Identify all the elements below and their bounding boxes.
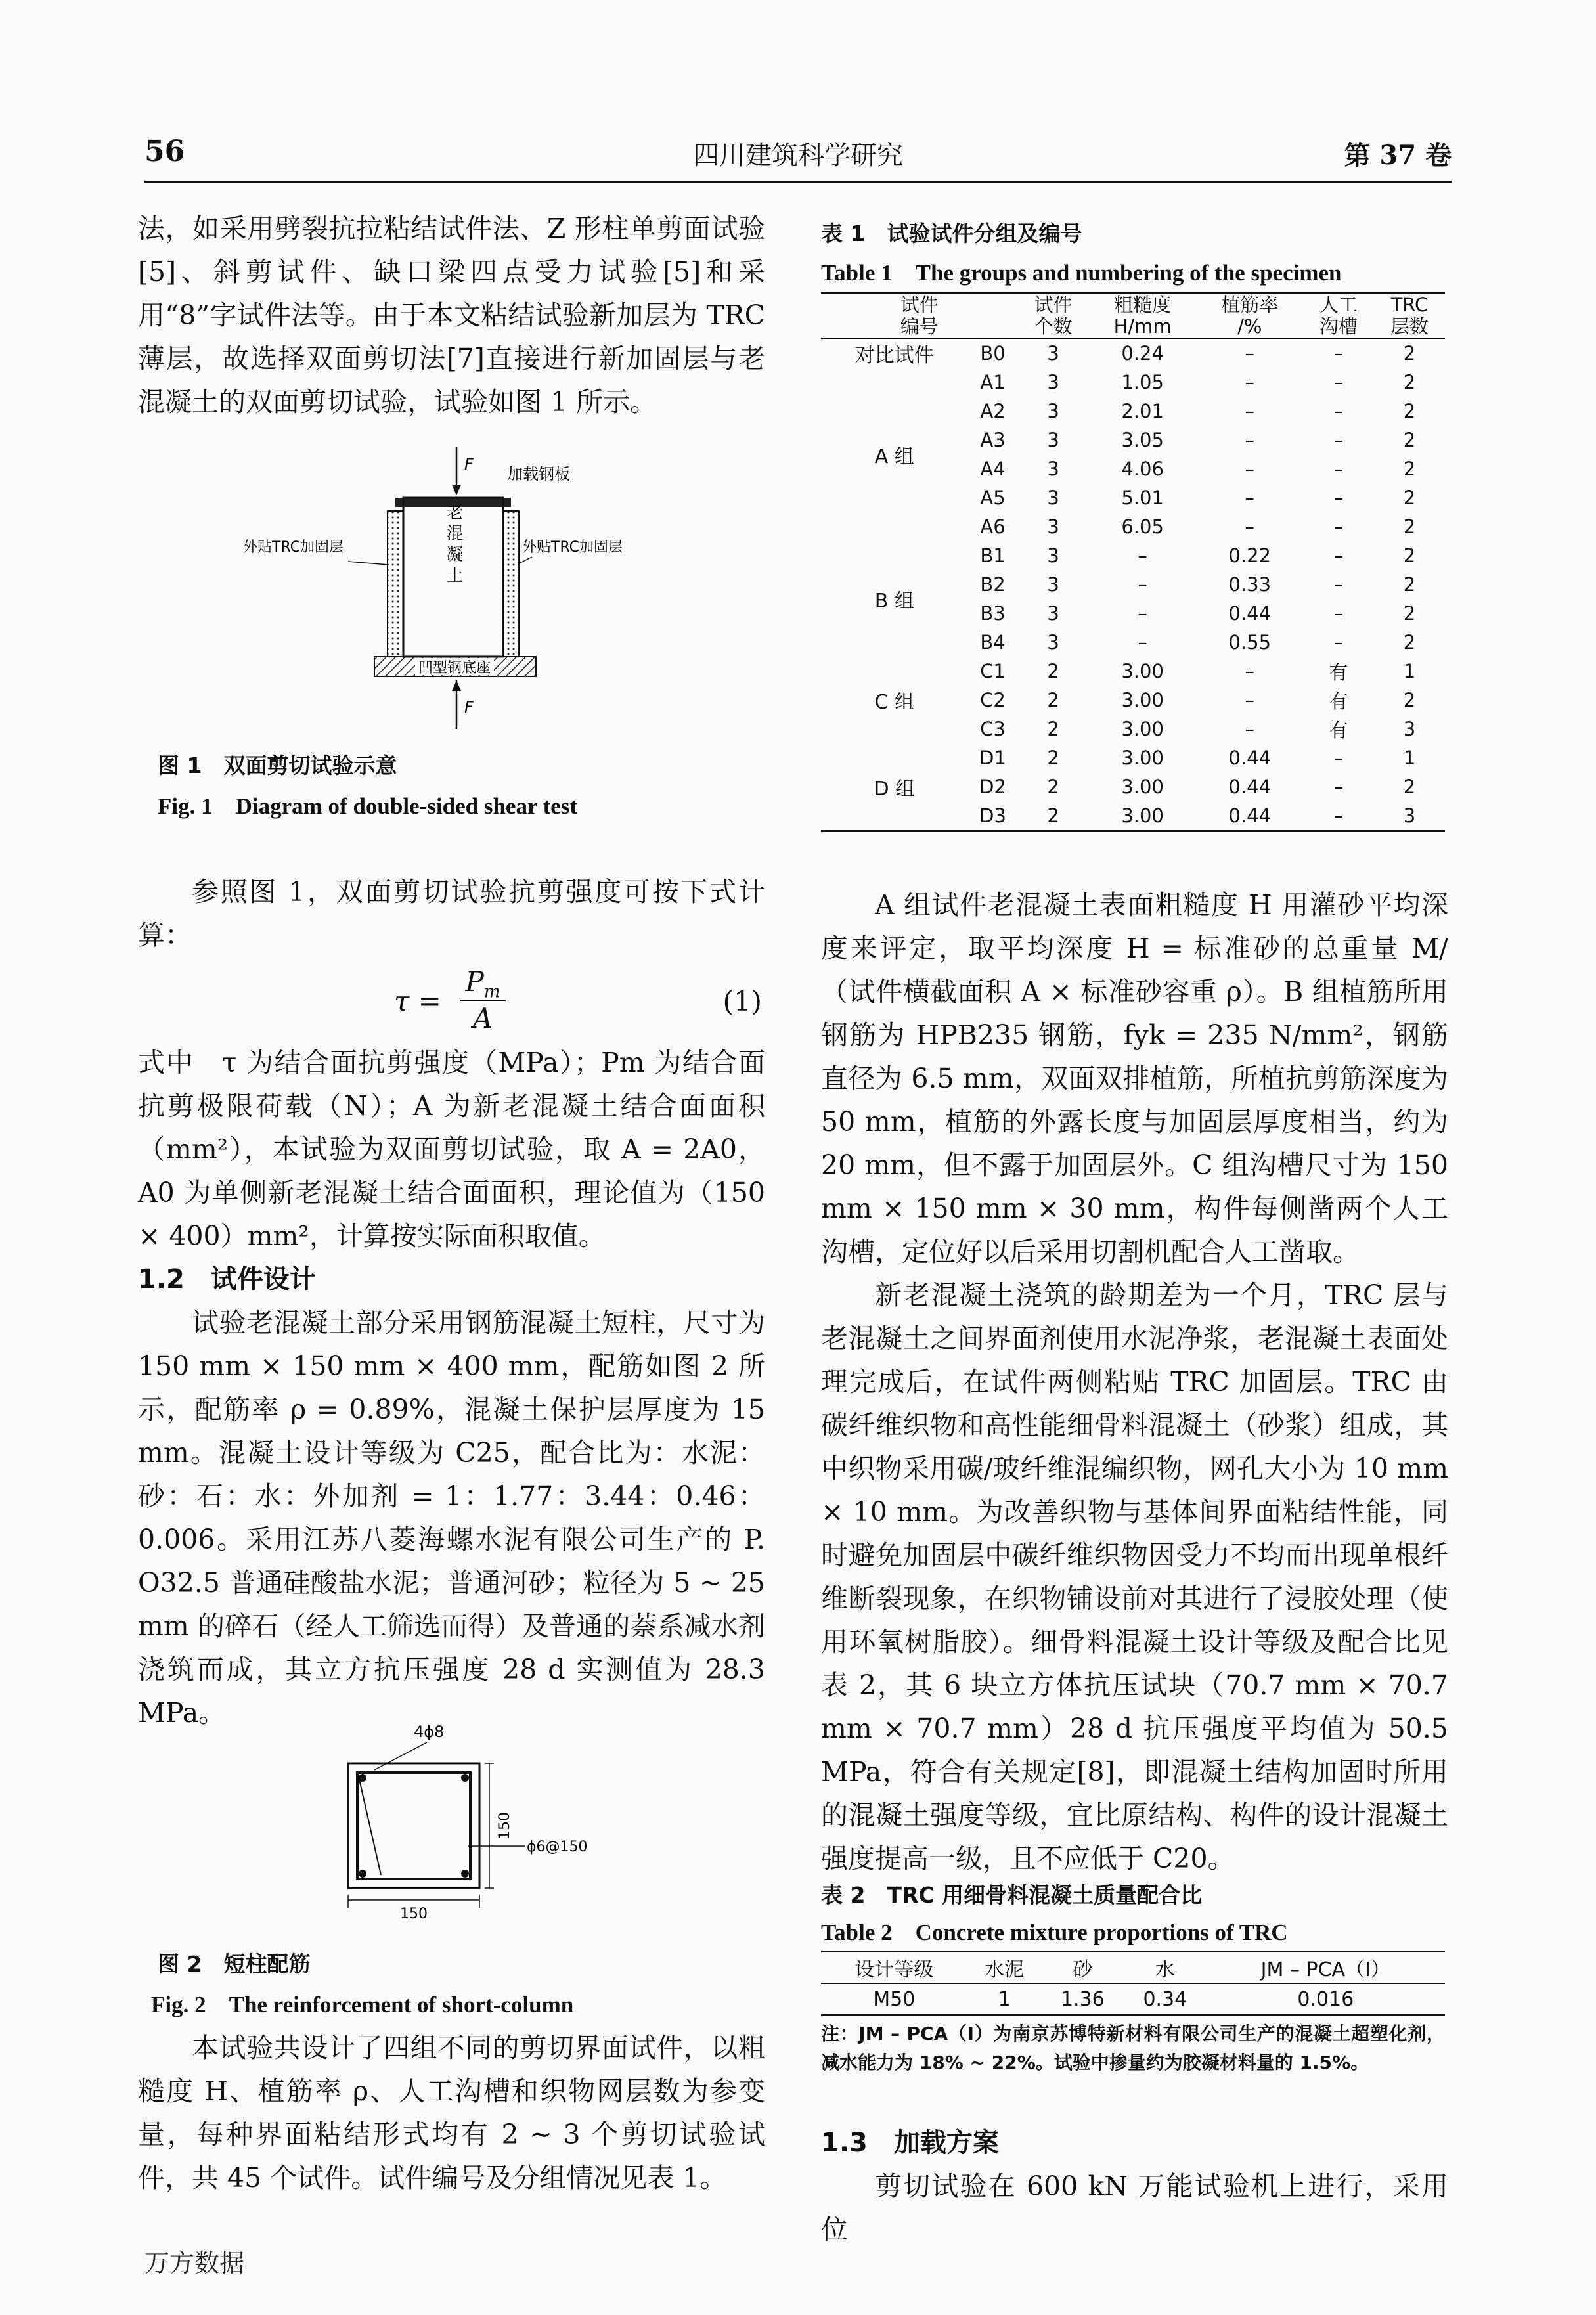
table-1-header: 试件 编号	[900, 294, 939, 338]
table-1-cell-layers: 2	[1403, 544, 1416, 567]
journal-title: 四川建筑科学研究	[693, 141, 903, 171]
table-1-cell-rate: 0.33	[1228, 573, 1272, 596]
table-2-header-row	[821, 1952, 1445, 1984]
table-1-cell-groove: –	[1333, 342, 1344, 364]
table-2-header: 设计等级	[854, 1958, 934, 1981]
table-2-cell: 0.34	[1143, 1987, 1187, 2011]
table-1-cell-groove: –	[1333, 602, 1344, 625]
table-1-cell-groove: 有	[1329, 661, 1348, 684]
table-1-cell-count: 3	[1047, 516, 1059, 538]
paragraph-trc: 新老混凝土浇筑的龄期差为一个月，TRC 层与老混凝土之间界面剂使用水泥净浆，老混凝土表面处理完成后，在试件两侧粘贴 TRC 加固层。TRC 由碳纤维织物和高性能细骨料混凝土（砂浆）组成，其中织物采用碳/玻纤维混编织物，网孔大小为 10 mm × 10 mm。为改善织物与基体间界面粘结性能，同时避免加固层中碳纤维织物因受力不均而出现单根纤维断裂现象，在织物铺设前对其进行了浸胶处理（使用环氧树脂胶）。细骨料混凝土设计等级及配合比见表 2，其 6 块立方体抗压试块（70.7 mm × 70.7 mm × 70.7 mm）28 d 抗压强度平均值为 50.5 MPa，符合有关规定[8]，即混凝土结构加固时所用的混凝土强度等级，宜比原结构、构件的设计混凝土强度提高一级，且不应低于 C20。	[821, 1279, 1448, 1874]
table-row	[821, 743, 1445, 772]
table-2-caption-cn: 表 2 TRC 用细骨料混凝土质量配合比	[821, 1882, 1203, 1908]
table-1-cell-rough: 3.00	[1121, 776, 1164, 798]
table-1-cell-rate: –	[1245, 516, 1254, 538]
table-1-cell-rate: –	[1245, 458, 1254, 480]
table-1-cell-id: B1	[980, 544, 1006, 567]
equation-denominator: A	[472, 1002, 493, 1034]
table-1-cell-groove: –	[1333, 747, 1344, 769]
stirrup	[357, 1773, 470, 1879]
table-1-cell-layers: 2	[1403, 400, 1416, 422]
table-2-note: 注：JM – PCA（Ⅰ）为南京苏博特新材料有限公司生产的混凝土超塑化剂，减水能力为 18% ~ 22%。试验中掺量约为胶凝材料量的 1.5%。	[821, 2023, 1445, 2073]
table-1-cell-rate: –	[1245, 660, 1254, 682]
table-1-cell-count: 3	[1047, 429, 1059, 451]
table-2-caption-en: Table 2 Concrete mixture proportions of TRC	[821, 1920, 1288, 1945]
figure-2-diagram	[315, 1717, 591, 1934]
table-1-cell-layers: 2	[1403, 371, 1416, 393]
table-1-cell-count: 2	[1047, 805, 1059, 827]
table-1-cell-layers: 2	[1403, 631, 1416, 653]
table-1-cell-id: A1	[980, 371, 1006, 393]
table-1-cell-groove: –	[1333, 776, 1344, 798]
table-1-cell-count: 2	[1047, 776, 1059, 798]
table-1-cell-groove: –	[1333, 805, 1344, 827]
paragraph-group-a: A 组试件老混凝土表面粗糙度 H 用灌砂平均深度来评定，取平均深度 H = 标准砂的总重量 M/（试件横截面积 A × 标准砂容重 ρ）。B 组植筋所用钢筋为 HPB235 钢筋，fyk = 235 N/mm²，钢筋直径为 6.5 mm，双面双排植筋，所植抗剪筋深度为 50 mm，植筋的外露长度与加固层厚度相当，约为 20 mm，但不露于加固层外。C 组沟槽尺寸为 150 mm × 150 mm × 30 mm，构件每侧凿两个人工沟槽，定位好以后采用切割机配合人工凿取。	[821, 889, 1448, 1268]
equation-lhs: τ =	[394, 985, 441, 1017]
table-1-cell-count: 2	[1047, 689, 1059, 711]
table-1-cell-layers: 1	[1403, 747, 1416, 769]
table-1-header: TRC 层数	[1390, 294, 1429, 338]
table-1-cell-id: B2	[980, 573, 1006, 596]
table-1-cell-layers: 2	[1403, 776, 1416, 798]
table-1-cell-id: C1	[980, 660, 1006, 682]
table-1-cell-rough: 3.00	[1121, 689, 1164, 711]
table-1-group-cell: A 组	[874, 445, 914, 468]
table-1-cell-count: 3	[1047, 342, 1059, 364]
paragraph-intro: 法，如采用劈裂抗拉粘结试件法、Z 形柱单剪面试验[5]、斜剪试件、缺口梁四点受力试验[5]和采用“8”字试件法等。由于本文粘结试验新加层为 TRC 薄层，故选择双面剪切法[7]直接进行新加固层与老混凝土的双面剪切试验，试验如图 1 所示。	[138, 213, 765, 418]
table-1-cell-groove: –	[1333, 544, 1344, 567]
label-stirrup: ϕ6@150	[527, 1839, 588, 1855]
label-old-concrete: 老混凝土	[443, 503, 463, 587]
table-1-cell-count: 2	[1047, 660, 1059, 682]
figure-1-caption-en: Fig. 1 Diagram of double-sided shear test	[158, 793, 578, 819]
table-1-cell-id: A6	[980, 516, 1006, 538]
label-rebar-top: 4ϕ8	[414, 1723, 445, 1741]
table-1-header: 人工 沟槽	[1319, 294, 1358, 338]
table-1-group-cell: D 组	[874, 778, 916, 801]
table-1-cell-rate: –	[1245, 342, 1254, 364]
table-1-caption-cn: 表 1 试验试件分组及编号	[821, 221, 1082, 246]
table-1-cell-layers: 2	[1403, 458, 1416, 480]
table-1-cell-id: D1	[979, 747, 1006, 769]
label-trc-left: 外贴TRC加固层	[243, 539, 344, 556]
paragraph-loading: 剪切试验在 600 kN 万能试验机上进行，采用位	[821, 2171, 1448, 2245]
table-1-cell-rough: 3.00	[1121, 747, 1164, 769]
paragraph-design: 试验老混凝土部分采用钢筋混凝土短柱，尺寸为 150 mm × 150 mm × 400 mm，配筋如图 2 所示，配筋率 ρ = 0.89%，混凝土保护层厚度为 15 mm。混凝土设计等级为 C25，配合比为：水泥：砂：石：水：外加剂 = 1：1.77：3.44：0.46：0.006。采用江苏八菱海螺水泥有限公司生产的 P. O32.5 普通硅酸盐水泥；普通河砂；粒径为 5 ~ 25 mm 的碎石（经人工筛选而得）及普通的萘系减水剂浇筑而成，其立方抗压强度 28 d 实测值为 28.3 MPa。	[138, 1307, 766, 1729]
table-1-cell-count: 3	[1047, 400, 1059, 422]
table-1-cell-groove: –	[1333, 400, 1344, 422]
table-1-cell-id: B3	[980, 602, 1006, 625]
table-1-cell-count: 2	[1047, 718, 1059, 740]
table-1-cell-rate: 0.55	[1228, 631, 1272, 653]
table-1-header: 粗糙度 H/mm	[1113, 294, 1172, 338]
figure-1-caption-cn: 图 1 双面剪切试验示意	[158, 753, 397, 778]
table-1-cell-layers: 2	[1403, 487, 1416, 509]
table-1-cell-rate: –	[1245, 689, 1254, 711]
table-row	[821, 368, 1445, 397]
table-row	[821, 657, 1445, 686]
label-base: 凹型钢底座	[418, 660, 491, 676]
figure-2-caption-cn: 图 2 短柱配筋	[158, 1951, 311, 1977]
table-2-cell: 1	[998, 1987, 1011, 2011]
table-1-cell-rate: –	[1245, 400, 1254, 422]
table-1-cell-rate: 0.22	[1228, 544, 1272, 567]
equation-1	[394, 965, 762, 1038]
table-1-cell-groove: –	[1333, 631, 1344, 653]
table-1-cell-rough: 5.01	[1121, 487, 1164, 509]
table-1-cell-groove: –	[1333, 487, 1344, 509]
table-1-cell-groove: –	[1333, 516, 1344, 538]
right-bottom	[821, 2121, 1448, 2251]
table-1-cell-rough: –	[1138, 631, 1147, 653]
table-1-cell-layers: 1	[1403, 660, 1416, 682]
table-1-cell-id: A5	[980, 487, 1006, 509]
table-2-row	[821, 1983, 1445, 2016]
table-1-cell-count: 3	[1047, 371, 1059, 393]
table-row	[821, 338, 1445, 368]
table-1-cell-id: D3	[979, 805, 1006, 827]
page-header	[144, 135, 1452, 183]
table-1-group-cell: C 组	[874, 691, 915, 714]
table-1-cell-groove: 有	[1329, 690, 1348, 713]
column-section	[348, 1763, 479, 1888]
table-2-header: JM – PCA（Ⅰ）	[1260, 1958, 1390, 1981]
table-2-header: 水泥	[985, 1958, 1025, 1981]
table-1-header: 植筋率 /%	[1221, 294, 1279, 338]
table-1-header: 试件 个数	[1034, 294, 1073, 338]
trc-layer-left	[388, 511, 403, 657]
label-f-bottom: F	[464, 698, 474, 717]
table-2-header: 水	[1155, 1958, 1175, 1981]
watermark: 万方数据	[144, 2249, 245, 2278]
table-1-group-cell: B 组	[874, 590, 914, 613]
equation-number: (1)	[722, 985, 762, 1017]
table-1-cell-rough: 3.05	[1121, 429, 1164, 451]
table-1-cell-layers: 2	[1403, 516, 1416, 538]
table-1-cell-rough: 0.24	[1121, 342, 1164, 364]
table-1-cell-id: C3	[980, 718, 1006, 740]
section-1-2-heading: 1.2 试件设计	[138, 1264, 316, 1294]
label-dim-vertical: 150	[497, 1812, 513, 1840]
figure-2-caption-en: Fig. 2 The reinforcement of short-column	[151, 1992, 574, 2017]
paragraph-where: 式中 τ 为结合面抗剪强度（MPa）；Pm 为结合面抗剪极限荷载（N）；A 为新老混凝土结合面面积（mm²），本试验为双面剪切试验，取 A = 2A0，A0 为单侧新老混凝土结合面面积，理论值为（150 × 400）mm²，计算按实际面积取值。	[138, 1047, 765, 1252]
table-1-cell-groove: –	[1333, 429, 1344, 451]
equation-numerator: $P_m$	[465, 965, 500, 1002]
table-1-cell-layers: 2	[1403, 342, 1416, 364]
table-1-group-cell: 对比试件	[854, 344, 934, 367]
table-1-cell-rough: 4.06	[1121, 458, 1164, 480]
table-1-cell-rough: 1.05	[1121, 371, 1164, 393]
table-1-cell-rough: –	[1138, 573, 1147, 596]
label-loading-plate: 加载钢板	[507, 465, 570, 483]
left-intro	[138, 207, 765, 424]
table-1-cell-count: 3	[1047, 544, 1059, 567]
table-1-cell-groove: –	[1333, 573, 1344, 596]
table-2-header: 砂	[1073, 1958, 1093, 1981]
page-number: 56	[144, 135, 185, 168]
table-1-cell-rate: 0.44	[1228, 602, 1272, 625]
table-1-cell-groove: –	[1333, 371, 1344, 393]
left-formula-block	[138, 870, 765, 957]
label-trc-right: 外贴TRC加固层	[522, 539, 623, 556]
left-definitions	[138, 1041, 765, 1734]
table-1-cell-id: A4	[980, 458, 1006, 480]
table-1-cell-id: B4	[980, 631, 1006, 653]
table-1-cell-rough: 6.05	[1121, 516, 1164, 538]
volume-label: 第 37 卷	[1344, 140, 1452, 171]
table-1-cell-rough: 2.01	[1121, 400, 1164, 422]
table-1-cell-rough: –	[1138, 544, 1147, 567]
table-2	[821, 1951, 1445, 2016]
table-1-cell-rate: 0.44	[1228, 776, 1272, 798]
table-1-cell-id: A3	[980, 429, 1006, 451]
paragraph-groups: 本试验共设计了四组不同的剪切界面试件，以粗糙度 H、植筋率 ρ、人工沟槽和织物网层数为参变量，每种界面粘结形式均有 2 ~ 3 个剪切试验试件，共 45 个试件。试件编号及分组情况见表 1。	[138, 2032, 765, 2194]
table-1-cell-layers: 2	[1403, 573, 1416, 596]
table-1-cell-groove: –	[1333, 458, 1344, 480]
left-bottom	[138, 2026, 765, 2199]
table-1-cell-rough: 3.00	[1121, 805, 1164, 827]
table-1-cell-layers: 2	[1403, 429, 1416, 451]
table-1-cell-groove: 有	[1329, 718, 1348, 741]
table-2-cell: M50	[873, 1987, 916, 2011]
table-1-cell-count: 2	[1047, 747, 1059, 769]
table-1-cell-rate: –	[1245, 371, 1254, 393]
table-1-cell-rough: 3.00	[1121, 660, 1164, 682]
table-1-cell-id: C2	[980, 689, 1006, 711]
table-1-cell-id: A2	[980, 400, 1006, 422]
table-1-cell-layers: 3	[1403, 805, 1416, 827]
table-1-header-row	[821, 294, 1445, 339]
table-1-cell-layers: 3	[1403, 718, 1416, 740]
table-1-cell-rate: 0.44	[1228, 747, 1272, 769]
label-dim-horizontal: 150	[400, 1906, 428, 1922]
table-1-cell-id: D2	[979, 776, 1006, 798]
table-1-cell-rate: –	[1245, 718, 1254, 740]
table-2-cell: 1.36	[1060, 1987, 1105, 2011]
paragraph-reference: 参照图 1，双面剪切试验抗剪强度可按下式计算：	[138, 876, 765, 951]
table-1-cell-rough: –	[1138, 602, 1147, 625]
table-1-cell-count: 3	[1047, 602, 1059, 625]
table-1-cell-rough: 3.00	[1121, 718, 1164, 740]
table-1-cell-rate: –	[1245, 429, 1254, 451]
table-1-cell-layers: 2	[1403, 602, 1416, 625]
table-1-cell-count: 3	[1047, 487, 1059, 509]
label-f-top: F	[464, 455, 474, 474]
section-1-3-heading: 1.3 加载方案	[821, 2128, 999, 2158]
table-2-cell: 0.016	[1297, 1987, 1354, 2011]
table-1-cell-count: 3	[1047, 458, 1059, 480]
trc-layer-right	[503, 511, 519, 657]
table-row	[821, 541, 1445, 570]
table-1-cell-rate: 0.44	[1228, 805, 1272, 827]
table-1-caption-en: Table 1 The groups and numbering of the specimen	[821, 260, 1342, 286]
table-1-cell-count: 3	[1047, 631, 1059, 653]
figure-1-diagram	[243, 447, 623, 729]
table-1-cell-count: 3	[1047, 573, 1059, 596]
table-1	[821, 292, 1445, 832]
table-1-cell-rate: –	[1245, 487, 1254, 509]
right-text-1	[821, 883, 1448, 1880]
table-1-cell-layers: 2	[1403, 689, 1416, 711]
table-1-cell-id: B0	[980, 342, 1006, 364]
